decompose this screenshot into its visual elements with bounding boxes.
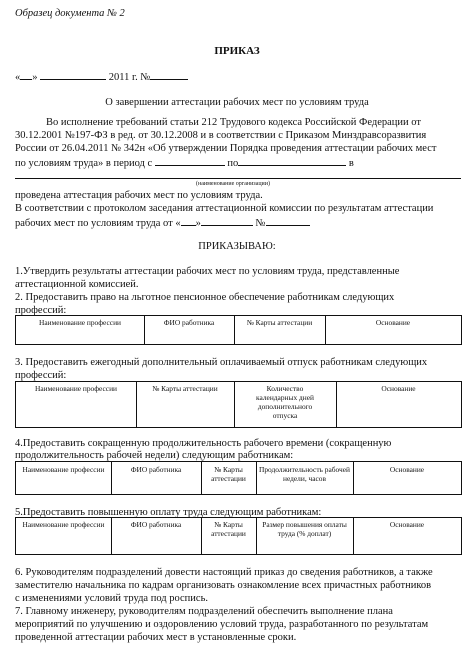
table-header-cell: Продолжительность рабочей недели, часов (259, 465, 350, 483)
item-1-line-2: аттестационной комиссией. (15, 279, 139, 290)
table-header-cell: № Карты аттестации (246, 318, 313, 327)
item-2-line-2: профессий: (15, 305, 67, 316)
table-header-cell: ФИО работника (130, 520, 182, 529)
intro-line-2: 30.12.2001 №197-ФЗ в ред. от 30.12.2008 и в соответствии с Приказом Минздравсоразвития (15, 130, 427, 141)
item-7-line-3: проведенной аттестации рабочих мест в установленные сроки. (15, 632, 297, 643)
table-header-cell: Основание (381, 384, 416, 393)
conducted-line: проведена аттестация рабочих мест по условиям труда. (15, 190, 263, 201)
table-header-cell: Размер повышения оплаты труда (% доплат) (262, 520, 347, 538)
organization-name-line (15, 178, 461, 179)
table-header-cell: ФИО работника (163, 318, 215, 327)
table-header-cell: № Карты аттестации (152, 384, 218, 393)
item-4-line-1: 4.Предоставить сокращенную продолжительность рабочего времени (сокращенную (15, 438, 392, 449)
table-header-cell: Наименование профессии (22, 465, 105, 474)
item-5-line: 5.Предоставить повышенную оплату труда следующим работникам: (15, 507, 322, 518)
reduced-hours-table (15, 461, 462, 495)
intro-line-4: по условиям труда» в период с по в (15, 155, 354, 170)
item-6-line-2: заместителю начальника по кадрам организовать ознакомление всех причастных работников (15, 580, 432, 591)
intro-line-3: России от 26.04.2011 № 342н «Об утверждении Порядка проведения аттестации рабочих мест (15, 143, 437, 154)
table-header-cell: Наименование профессии (22, 520, 105, 529)
pension-table (15, 315, 462, 345)
order-subject: О завершении аттестации рабочих мест по условиям труда (105, 97, 369, 108)
table-header-cell: Основание (389, 465, 425, 474)
item-3-line-2: профессий: (15, 370, 67, 381)
table-header-cell: Основание (375, 318, 411, 327)
table-header-cell: Наименование профессии (35, 384, 117, 393)
table-header-cell: ФИО работника (130, 465, 182, 474)
item-2-line-1: 2. Предоставить право на льготное пенсионное обеспечение работникам следующих (15, 292, 395, 303)
table-header-cell: Основание (389, 520, 425, 529)
item-7-line-1: 7. Главному инженеру, руководителям подразделений обеспечить выполнение плана (15, 606, 393, 617)
document-title: ПРИКАЗ (214, 45, 260, 57)
order-word: ПРИКАЗЫВАЮ: (198, 241, 276, 252)
vacation-table (15, 381, 462, 428)
protocol-line-2: рабочих мест по условиям труда от « » № (15, 215, 310, 230)
table-header-cell: Наименование профессии (39, 318, 121, 327)
item-6-line-1: 6. Руководителям подразделений довести настоящий приказ до сведения работников, а также (15, 567, 433, 578)
document-sample-label: Образец документа № 2 (15, 8, 125, 19)
item-4-line-2: продолжительность рабочей недели) следующим работникам: (15, 450, 294, 461)
table-header-cell: Количество календарных дней дополнительного отпуска (256, 384, 314, 420)
protocol-line-1: В соответствии с протоколом заседания аттестационной комиссии по результатам аттестации (15, 203, 434, 214)
item-6-line-3: с изменениями условий труда под роспись. (15, 593, 208, 604)
table-header-cell: № Карты аттестации (211, 465, 246, 483)
item-3-line-1: 3. Предоставить ежегодный дополнительный оплачиваемый отпуск работникам следующих (15, 357, 428, 368)
organization-caption: (наименование организации) (196, 181, 270, 187)
item-1-line-1: 1.Утвердить результаты аттестации рабочих мест по условиям труда, представленные (15, 266, 400, 277)
table-header-cell: № Карты аттестации (211, 520, 246, 538)
item-7-line-2: мероприятий по улучшению и оздоровлению условий труда, разработанного по результатам (15, 619, 429, 630)
date-number-line: « » 2011 г. № (15, 69, 188, 84)
increased-pay-table (15, 517, 462, 555)
intro-line-1: Во исполнение требований статьи 212 Трудового кодекса Российской Федерации от (46, 117, 421, 128)
